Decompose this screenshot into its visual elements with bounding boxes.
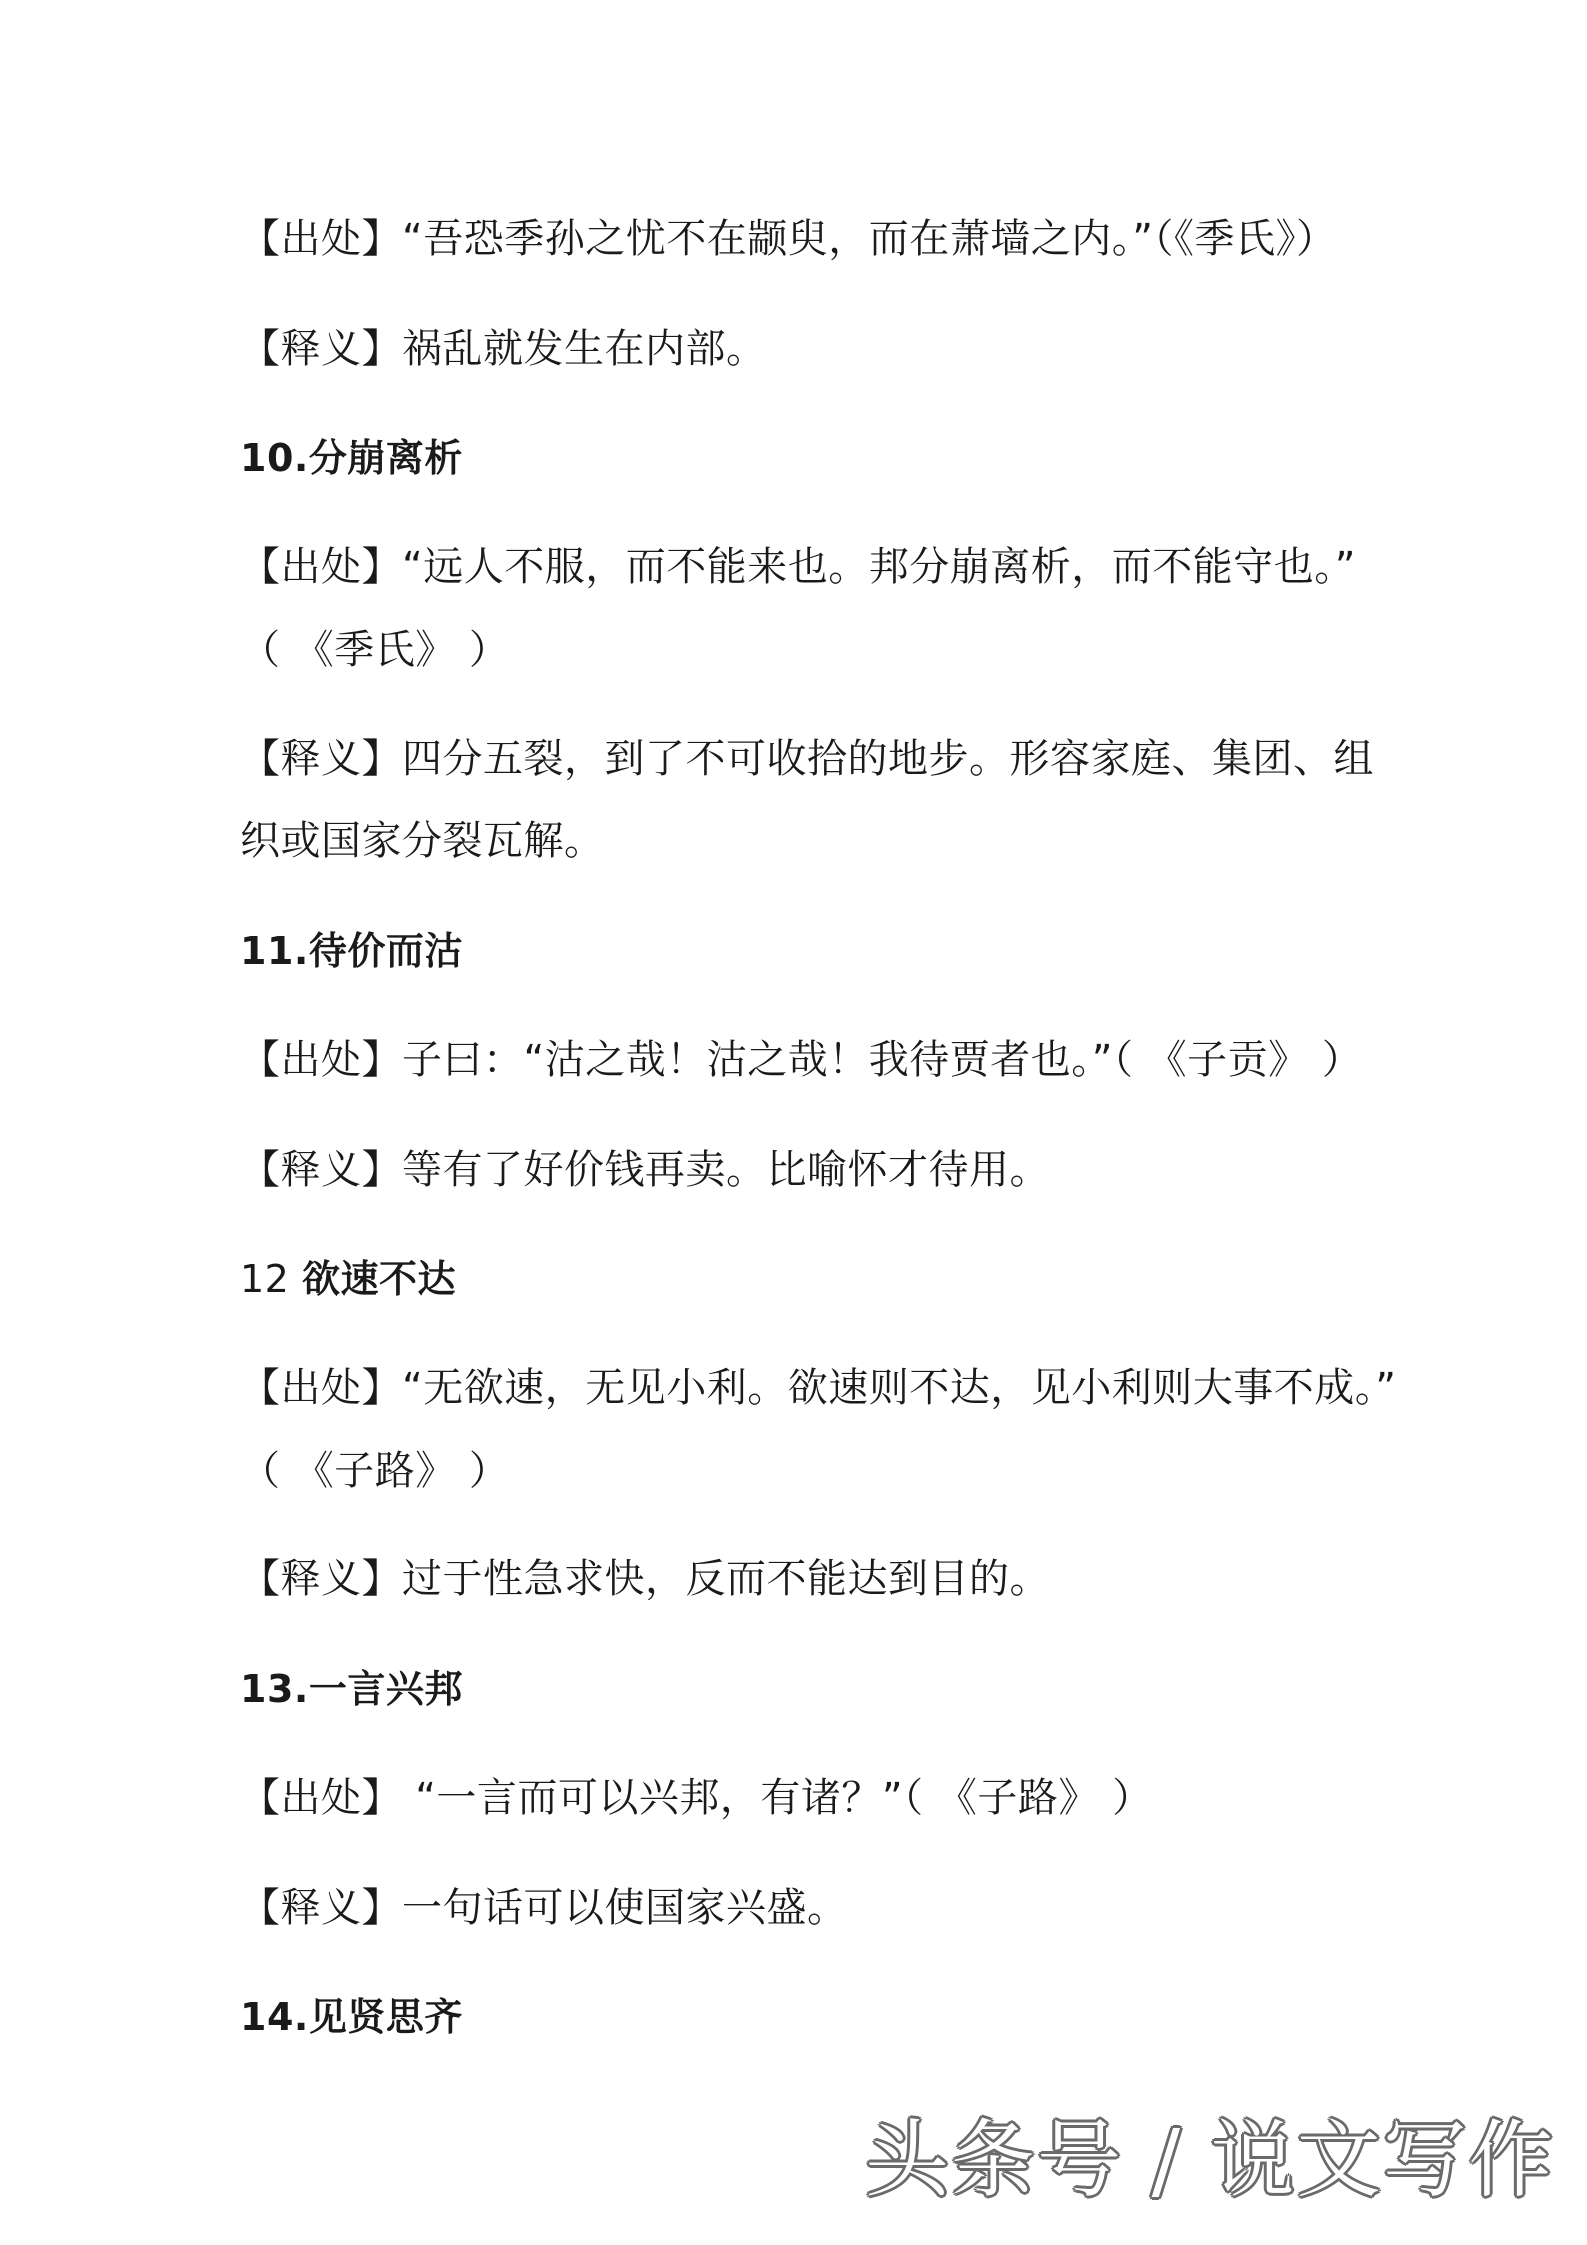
idiom-heading-11: 11.待价而沽 (240, 929, 463, 973)
meaning-line-13: 【释义】一句话可以使国家兴盛。 (240, 1885, 848, 1931)
idiom-heading-12-number: 12 (240, 1257, 302, 1301)
source-line-10: 【出处】“远人不服，而不能来也。邦分崩离析，而不能守也。” (240, 544, 1356, 590)
source-line-13: 【出处】 “一言而可以兴邦，有诸？”（ 《子路》 ） (240, 1775, 1153, 1821)
source-line-12: 【出处】“无欲速，无见小利。欲速则不达，见小利则大事不成。” (240, 1365, 1397, 1411)
idiom-heading-14: 14.见贤思齐 (240, 1995, 463, 2039)
meaning-line-10-cont: 织或国家分裂瓦解。 (240, 818, 605, 864)
source-line-12-cont: （ 《子路》 ） (240, 1448, 510, 1494)
source-line-9: 【出处】“吾恐季孙之忧不在颛臾，而在萧墙之内。”（《季氏》） (240, 216, 1337, 262)
meaning-line-11: 【释义】等有了好价钱再卖。比喻怀才待用。 (240, 1147, 1050, 1193)
meaning-line-10: 【释义】四分五裂，到了不可收拾的地步。形容家庭、集团、组 (240, 736, 1374, 782)
meaning-line-9: 【释义】祸乱就发生在内部。 (240, 326, 767, 372)
source-line-10-cont: （ 《季氏》 ） (240, 627, 510, 673)
idiom-heading-13: 13.一言兴邦 (240, 1667, 463, 1711)
source-line-11: 【出处】子曰：“沽之哉！沽之哉！我待贾者也。”（ 《子贡》 ） (240, 1037, 1363, 1083)
meaning-line-12: 【释义】过于性急求快，反而不能达到目的。 (240, 1556, 1050, 1602)
watermark: 头条号 / 说文写作 (865, 2111, 1555, 2209)
idiom-heading-10: 10.分崩离析 (240, 436, 463, 480)
idiom-heading-12-title: 欲速不达 (301, 1257, 456, 1301)
idiom-heading-12 (240, 1253, 1400, 1305)
